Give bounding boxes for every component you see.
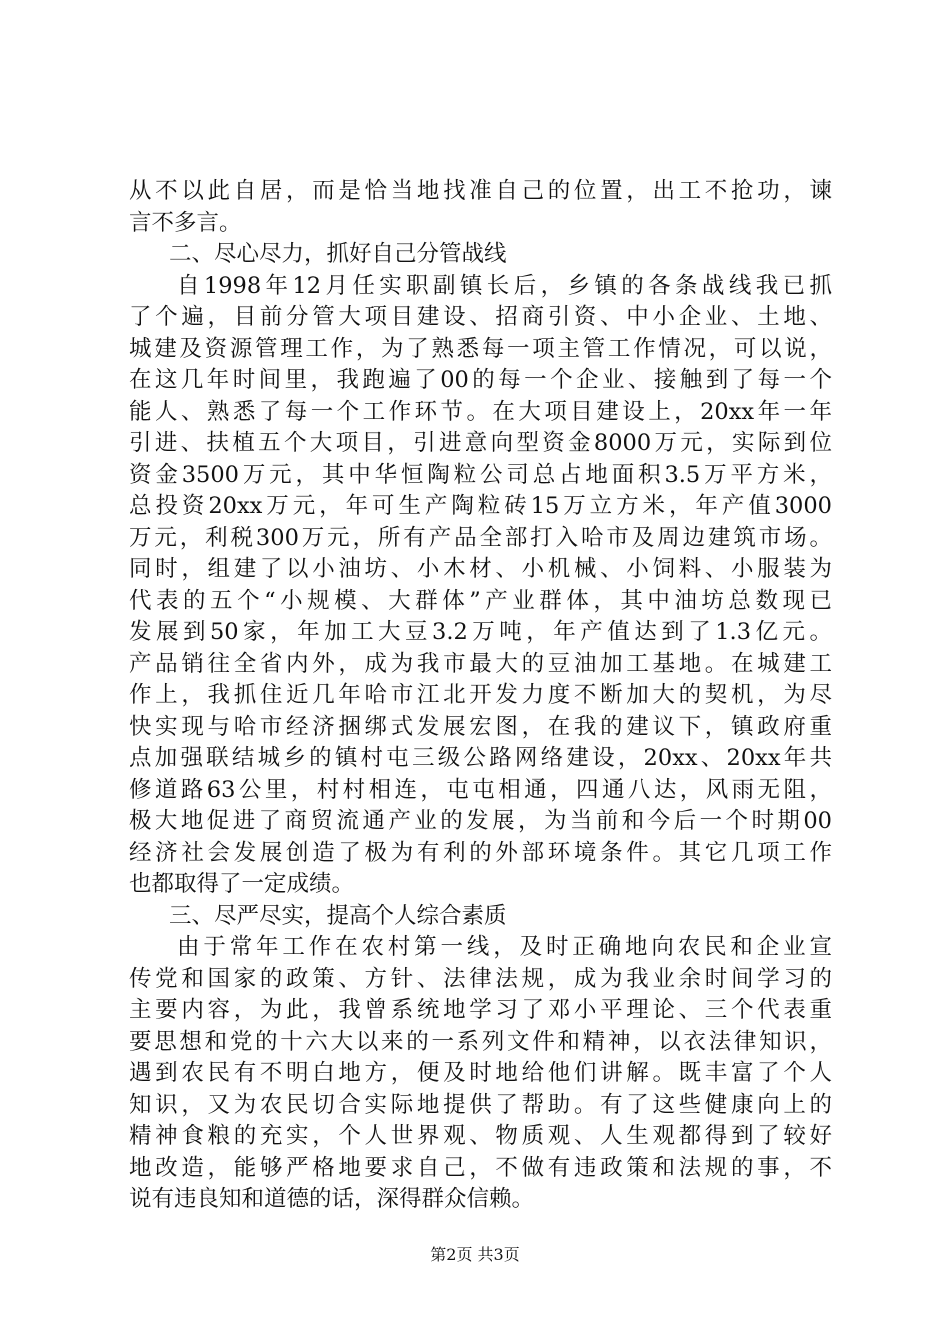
text-line: 快实现与哈市经济捆绑式发展宏图，在我的建议下，镇政府重 [129, 713, 832, 740]
text-line: 资金3500万元，其中华恒陶粒公司总占地面积3.5万平方米， [129, 461, 832, 488]
text-line: 极大地促进了商贸流通产业的发展，为当前和今后一个时期00 [129, 808, 832, 834]
text-line: 城建及资源管理工作，为了熟悉每一项主管工作情况，可以说， [129, 335, 832, 362]
text-line: 从不以此自居，而是恰当地找准自己的位置，出工不抢功，谏 [129, 178, 832, 204]
text-line: 言不多言。 [129, 209, 242, 236]
text-line: 点加强联结城乡的镇村屯三级公路网络建设，20xx、20xx年共 [129, 745, 832, 771]
text-line: 在这几年时间里，我跑遍了00的每一个企业、接触到了每一个 [129, 367, 832, 393]
text-line: 由于常年工作在农村第一线，及时正确地向农民和企业宣 [177, 934, 832, 960]
section-heading: 三、尽严尽实，提高个人综合素质 [169, 902, 507, 929]
text-line: 产品销往全省内外，成为我市最大的豆油加工基地。在城建工 [129, 650, 832, 677]
document-body [129, 176, 832, 1216]
text-line: 自1998年12月任实职副镇长后，乡镇的各条战线我已抓 [177, 272, 832, 299]
text-line: 总投资20xx万元，年可生产陶粒砖15万立方米，年产值3000 [129, 493, 832, 519]
text-line: 能人、熟悉了每一个工作环节。在大项目建设上，20xx年一年 [129, 398, 832, 425]
text-line: 发展到50家，年加工大豆3.2万吨，年产值达到了1.3亿元。 [129, 619, 832, 645]
text-line: 说有违良知和道德的话，深得群众信赖。 [129, 1186, 535, 1212]
text-line: 同时，组建了以小油坊、小木材、小机械、小饲料、小服装为 [129, 556, 832, 582]
text-line: 修道路63公里，村村相连，屯屯相通，四通八达，风雨无阻， [129, 776, 832, 803]
text-line: 了个遍，目前分管大项目建设、招商引资、中小企业、土地、 [129, 304, 832, 330]
section-heading: 二、尽心尽力，抓好自己分管战线 [169, 241, 507, 267]
text-line: 主要内容，为此，我曾系统地学习了邓小平理论、三个代表重 [129, 997, 832, 1023]
text-line: 经济社会发展创造了极为有利的外部环境条件。其它几项工作 [129, 839, 832, 866]
text-line: 引进、扶植五个大项目，引进意向型资金8000万元，实际到位 [129, 430, 832, 456]
page-footer [0, 1245, 950, 1265]
page-number-label: 第2页 共3页 [430, 1245, 520, 1264]
text-line: 遇到农民有不明白地方，便及时地给他们讲解。既丰富了个人 [129, 1060, 832, 1086]
text-line: 要思想和党的十六大以来的一系列文件和精神，以衣法律知识， [129, 1028, 832, 1055]
text-line: 代表的五个“小规模、大群体”产业群体，其中油坊总数现已 [129, 587, 832, 614]
text-line: 也都取得了一定成绩。 [129, 871, 355, 897]
text-line: 作上，我抓住近几年哈市江北开发力度不断加大的契机，为尽 [129, 682, 832, 708]
text-line: 知识，又为农民切合实际地提供了帮助。有了这些健康向上的 [129, 1091, 832, 1118]
text-line: 地改造，能够严格地要求自己，不做有违政策和法规的事，不 [129, 1154, 832, 1181]
text-line: 传党和国家的政策、方针、法律法规，成为我业余时间学习的 [129, 965, 832, 992]
text-line: 精神食粮的充实，个人世界观、物质观、人生观都得到了较好 [129, 1123, 832, 1149]
text-line: 万元，利税300万元，所有产品全部打入哈市及周边建筑市场。 [129, 524, 832, 551]
